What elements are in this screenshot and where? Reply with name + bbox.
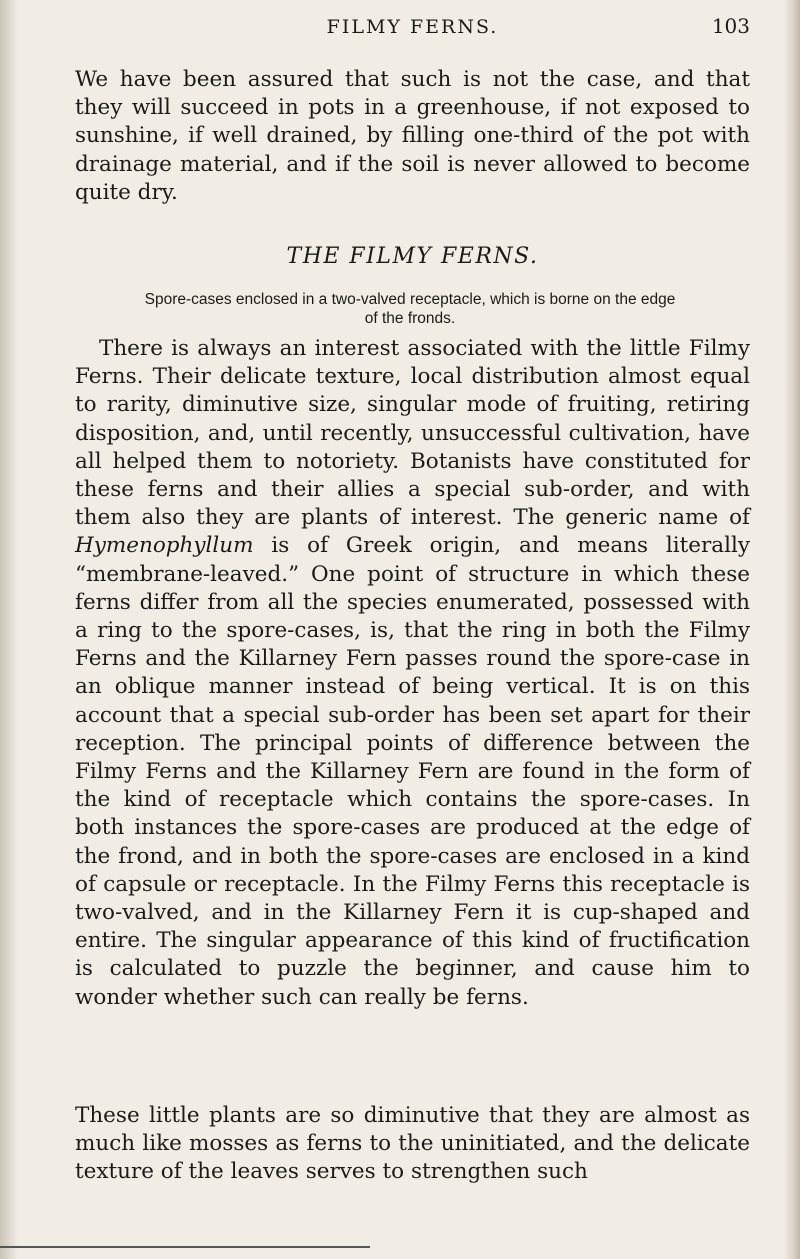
- paragraph-1: We have been assured that such is not the case, and that they will succeed in pots in a greenhouse, if not exposed to sunshine, if well drained, by filling one-third of the pot with drainage material, and if the soil is never allowed to become quite dry.: [75, 67, 750, 205]
- section-heading: THE FILMY FERNS.: [286, 244, 539, 269]
- paragraph-2-text-a: There is always an interest associated with the little Filmy Ferns. Their delicate texture, local distribution almost equal to rarity, diminutive size, singular mode of fruiting, retiring disposition, and, until recently, unsuccessful cultivation, have all helped them to notoriety. Botanists have constituted for these ferns and their allies a special sub-order, and with them also they are plants of interest. The generic name of: [75, 336, 750, 531]
- bottom-rule: [0, 1246, 370, 1248]
- paragraph-2: [75, 335, 750, 1012]
- figure-caption: Spore-cases enclosed in a two-valved receptacle, which is borne on the edge of the fronds.: [144, 291, 676, 327]
- genus-name: Hymenophyllum: [75, 533, 254, 559]
- binding-shadow: [0, 0, 18, 1259]
- page-header: [75, 12, 750, 42]
- page-number: 103: [711, 14, 750, 38]
- running-title: FILMY FERNS.: [326, 16, 499, 38]
- paragraph-3: These little plants are so diminutive that they are almost as much like mosses as ferns to the uninitiated, and the delicate texture of the leaves serves to strengthen such: [75, 1103, 750, 1185]
- paragraph-2-text-b: is of Greek origin, and means literally “membrane-leaved.” One point of structure in which these ferns differ from all the species enumerated, possessed with a ring to the spore-cases, is, that the ring in both the Filmy Ferns and the Killarney Fern passes round the spore-case in an oblique manner instead of being vertical. It is on this account that a special sub-order has been set apart for their reception. The principal points of difference between the Filmy Ferns and the Killarney Fern are found in the form of the kind of receptacle which contains the spore-cases. In both instances the spore-cases are produced at the edge of the frond, and in both the spore-cases are enclosed in a kind of capsule or receptacle. In the Filmy Ferns this receptacle is two-valved, and in the Killarney Fern it is cup-shaped and entire. The singular appearance of this kind of fructification is calculated to puzzle the beginner, and cause him to wonder whether such can really be ferns.: [75, 533, 750, 1010]
- page-edge: [784, 0, 800, 1259]
